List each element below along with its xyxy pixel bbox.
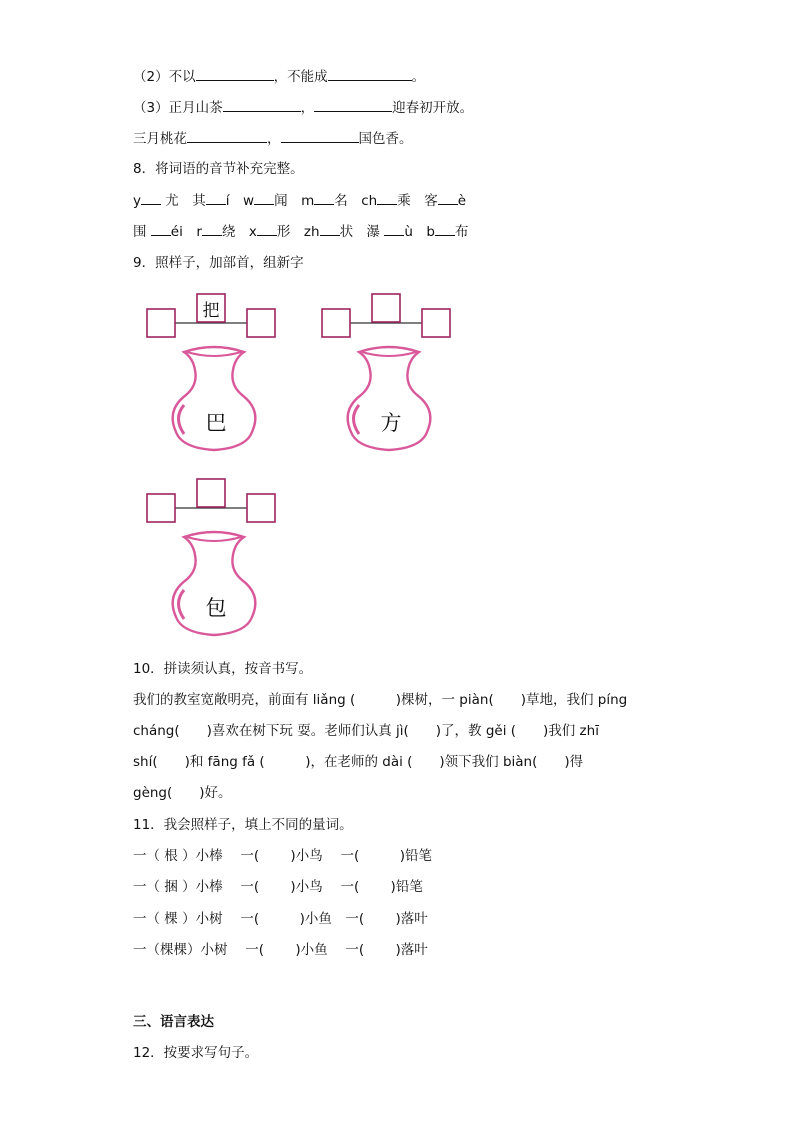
vase-diagram-2 <box>315 290 455 458</box>
q8-r2-seg: 围 <box>133 224 151 240</box>
q8-r1-seg: 名 ch <box>334 193 378 209</box>
answer-blank[interactable] <box>314 97 392 112</box>
q8-r1-seg: 尤 其 <box>165 193 206 209</box>
q11-row-3: 一（ 棵 ）小树 一( )小鱼 一( )落叶 <box>133 911 428 927</box>
example-char: 把 <box>202 301 220 321</box>
answer-blank[interactable] <box>223 97 301 112</box>
q8-r1-seg: è <box>457 193 467 209</box>
pinyin-blank[interactable] <box>377 192 397 205</box>
pinyin-blank[interactable] <box>151 223 171 236</box>
answer-blank[interactable] <box>196 66 274 81</box>
q8-r1-seg: 乘 客 <box>397 193 438 209</box>
radical-box-left[interactable] <box>147 494 175 522</box>
vase-diagram-3 <box>140 475 280 643</box>
radical-box-left[interactable] <box>322 309 350 337</box>
vase-handle-mark <box>179 590 185 619</box>
q7-line-4 <box>133 128 413 149</box>
q12-title: 12．按要求写句子。 <box>133 1045 259 1061</box>
q7-line-2 <box>133 66 425 87</box>
q8-r1-seg: y <box>133 193 141 209</box>
q8-row-1 <box>133 191 466 211</box>
vase-diagram-1 <box>140 290 280 458</box>
answer-blank[interactable] <box>281 128 359 143</box>
q8-r1-seg: 闻 m <box>274 193 315 209</box>
q10-line-1: 我们的教室宽敞明亮，前面有 liǎng ( )棵树，一 piàn( )草地，我们 píng <box>133 692 628 708</box>
q7-l3-suffix: 迎春初开放。 <box>392 100 474 116</box>
q8-r2-seg: éi r <box>170 224 202 240</box>
pinyin-blank[interactable] <box>435 223 455 236</box>
pinyin-blank[interactable] <box>320 223 340 236</box>
new-char-box[interactable] <box>372 294 400 322</box>
q8-r2-seg: 状 瀑 <box>339 224 385 240</box>
vase-handle-mark <box>354 405 360 434</box>
q8-r2-seg: 绕 x <box>221 224 257 240</box>
answer-blank[interactable] <box>187 128 267 143</box>
radical-box-right[interactable] <box>422 309 450 337</box>
pinyin-blank[interactable] <box>254 192 274 205</box>
section-title: 三、语言表达 <box>133 1014 214 1030</box>
q7-l4-prefix: 三月桃花 <box>133 131 187 147</box>
q7-l2-mid: ，不能成 <box>273 69 328 85</box>
q8-r2-seg: 形 zh <box>276 224 320 240</box>
q8-r1-seg: í w <box>225 193 255 209</box>
q9-title: 9．照样子，加部首，组新字 <box>133 255 304 271</box>
pinyin-blank[interactable] <box>438 192 458 205</box>
vase-handle-mark <box>179 405 185 434</box>
pinyin-blank[interactable] <box>257 223 277 236</box>
pinyin-blank[interactable] <box>202 223 222 236</box>
q7-l3-mid: ， <box>300 100 315 116</box>
q7-line-3 <box>133 97 473 118</box>
q11-row-4: 一（棵棵）小树 一( )小鱼 一( )落叶 <box>133 942 428 958</box>
radical-box-right[interactable] <box>247 494 275 522</box>
radical-box-right[interactable] <box>247 309 275 337</box>
q7-l4-suffix: 国色香。 <box>358 131 413 147</box>
q10-line-4: gèng( )好。 <box>133 785 232 801</box>
pinyin-blank[interactable] <box>314 192 334 205</box>
q11-row-2: 一（ 捆 ）小棒 一( )小鸟 一( )铅笔 <box>133 879 423 895</box>
q7-l2-prefix: （2）不以 <box>133 69 196 85</box>
q8-r2-seg: 布 <box>455 224 469 240</box>
pinyin-blank[interactable] <box>384 223 404 236</box>
q7-l3-prefix: （3）正月山茶 <box>133 100 223 116</box>
q8-title: 8．将词语的音节补充完整。 <box>133 161 304 177</box>
pinyin-blank[interactable] <box>206 192 226 205</box>
answer-blank[interactable] <box>328 66 412 81</box>
pinyin-blank[interactable] <box>141 192 161 205</box>
radical-box-left[interactable] <box>147 309 175 337</box>
q8-row-2 <box>133 222 469 242</box>
vase-center-char: 巴 <box>205 411 227 435</box>
q7-l2-suffix: 。 <box>411 69 426 85</box>
q11-row-1: 一（ 根 ）小棒 一( )小鸟 一( )铅笔 <box>133 848 433 864</box>
q11-title: 11．我会照样子，填上不同的量词。 <box>133 817 353 833</box>
q10-title: 10．拼读须认真，按音书写。 <box>133 661 313 677</box>
q10-line-2: cháng( )喜欢在树下玩 耍。老师们认真 jì( )了，教 gěi ( )我们 zhī <box>133 723 599 739</box>
vase-center-char: 包 <box>205 596 227 620</box>
q7-l4-mid: ， <box>267 131 281 147</box>
q8-r2-seg: ù b <box>404 224 435 240</box>
new-char-box[interactable] <box>197 479 225 507</box>
q10-line-3: shí( )和 fāng fǎ ( )，在老师的 dài ( )领下我们 biàn( )得 <box>133 754 584 770</box>
vase-center-char: 方 <box>380 411 402 435</box>
